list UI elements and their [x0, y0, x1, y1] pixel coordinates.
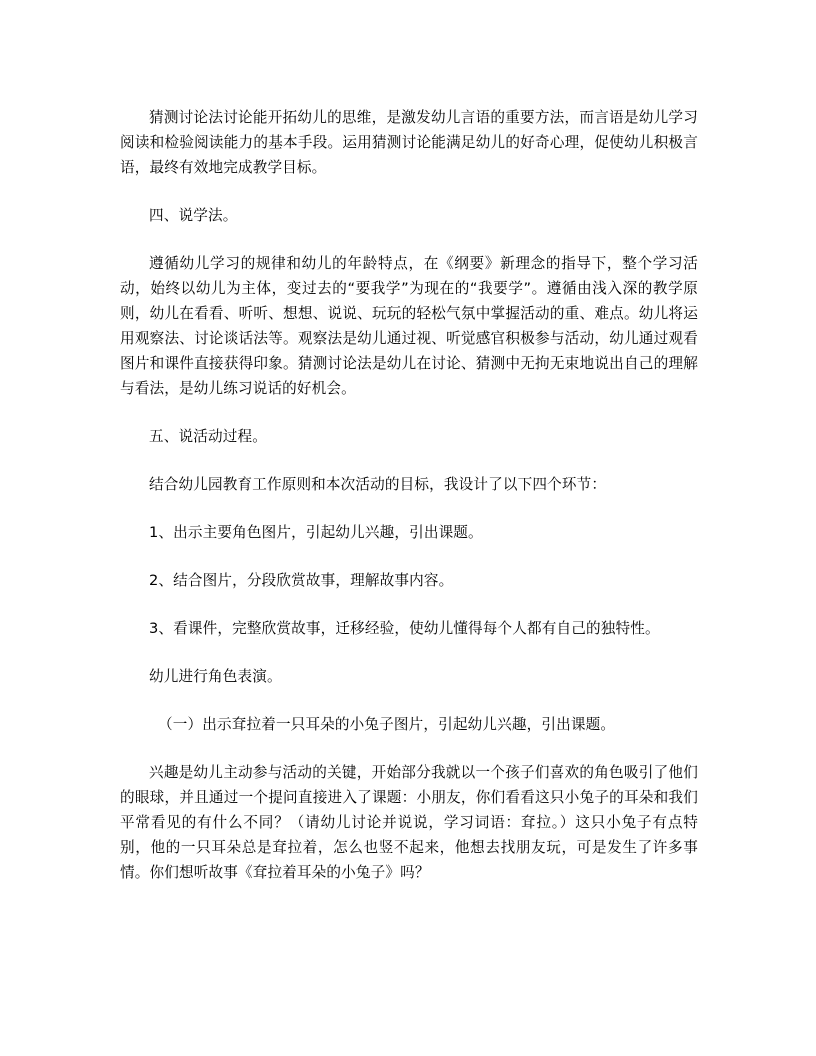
paragraph-learning-method: 遵循幼儿学习的规律和幼儿的年龄特点，在《纲要》新理念的指导下，整个学习活动，始终以幼儿为主体，变过去的“要我学”为现在的“我要学”。遵循由浅入深的教学原则，幼儿在看看、听听、想想、说说、玩玩的轻松气氛中掌握活动的重、难点。幼儿将运用观察法、讨论谈话法等。观察法是幼儿通过视、听觉感官积极参与活动，幼儿通过观看图片和课件直接获得印象。猜测讨论法是幼儿在讨论、猜测中无拘无束地说出自己的理解与看法，是幼儿练习说话的好机会。	[120, 255, 698, 397]
paragraph-four-steps-intro: 结合幼儿园教育工作原则和本次活动的目标，我设计了以下四个环节：	[149, 476, 607, 493]
list-item-step-2: 2、结合图片，分段欣赏故事，理解故事内容。	[149, 572, 454, 589]
paragraph-guess-discussion: 猜测讨论法讨论能开拓幼儿的思维，是激发幼儿言语的重要方法，而言语是幼儿学习阅读和检验阅读能力的基本手段。运用猜测讨论能满足幼儿的好奇心理，促使幼儿积极言语，最终有效地完成教学目标。	[120, 109, 698, 176]
list-item-step-1: 1、出示主要角色图片，引起幼儿兴趣，引出课题。	[149, 524, 483, 541]
paragraph-interest-intro: 兴趣是幼儿主动参与活动的关键，开始部分我就以一个孩子们喜欢的角色吸引了他们的眼球，并且通过一个提问直接进入了课题：小朋友，你们看看这只小兔子的耳朵和我们平常看见的有什么不同？（请幼儿讨论并说说，学习词语：耷拉。）这只小兔子有点特别，他的一只耳朵总是耷拉着，怎么也竖不起来，他想去找朋友玩，可是发生了许多事情。你们想听故事《耷拉着耳朵的小兔子》吗？	[120, 764, 698, 881]
document-page	[120, 105, 698, 885]
list-item-step-3: 3、看课件，完整欣赏故事，迁移经验，使幼儿懂得每个人都有自己的独特性。	[149, 620, 660, 637]
list-item-step-4: 幼儿进行角色表演。	[149, 668, 282, 685]
heading-activity-process: 五、说活动过程。	[149, 428, 267, 445]
subheading-section-1: （一）出示耷拉着一只耳朵的小兔子图片，引起幼儿兴趣，引出课题。	[158, 716, 616, 733]
heading-learning-method: 四、说学法。	[149, 207, 238, 224]
